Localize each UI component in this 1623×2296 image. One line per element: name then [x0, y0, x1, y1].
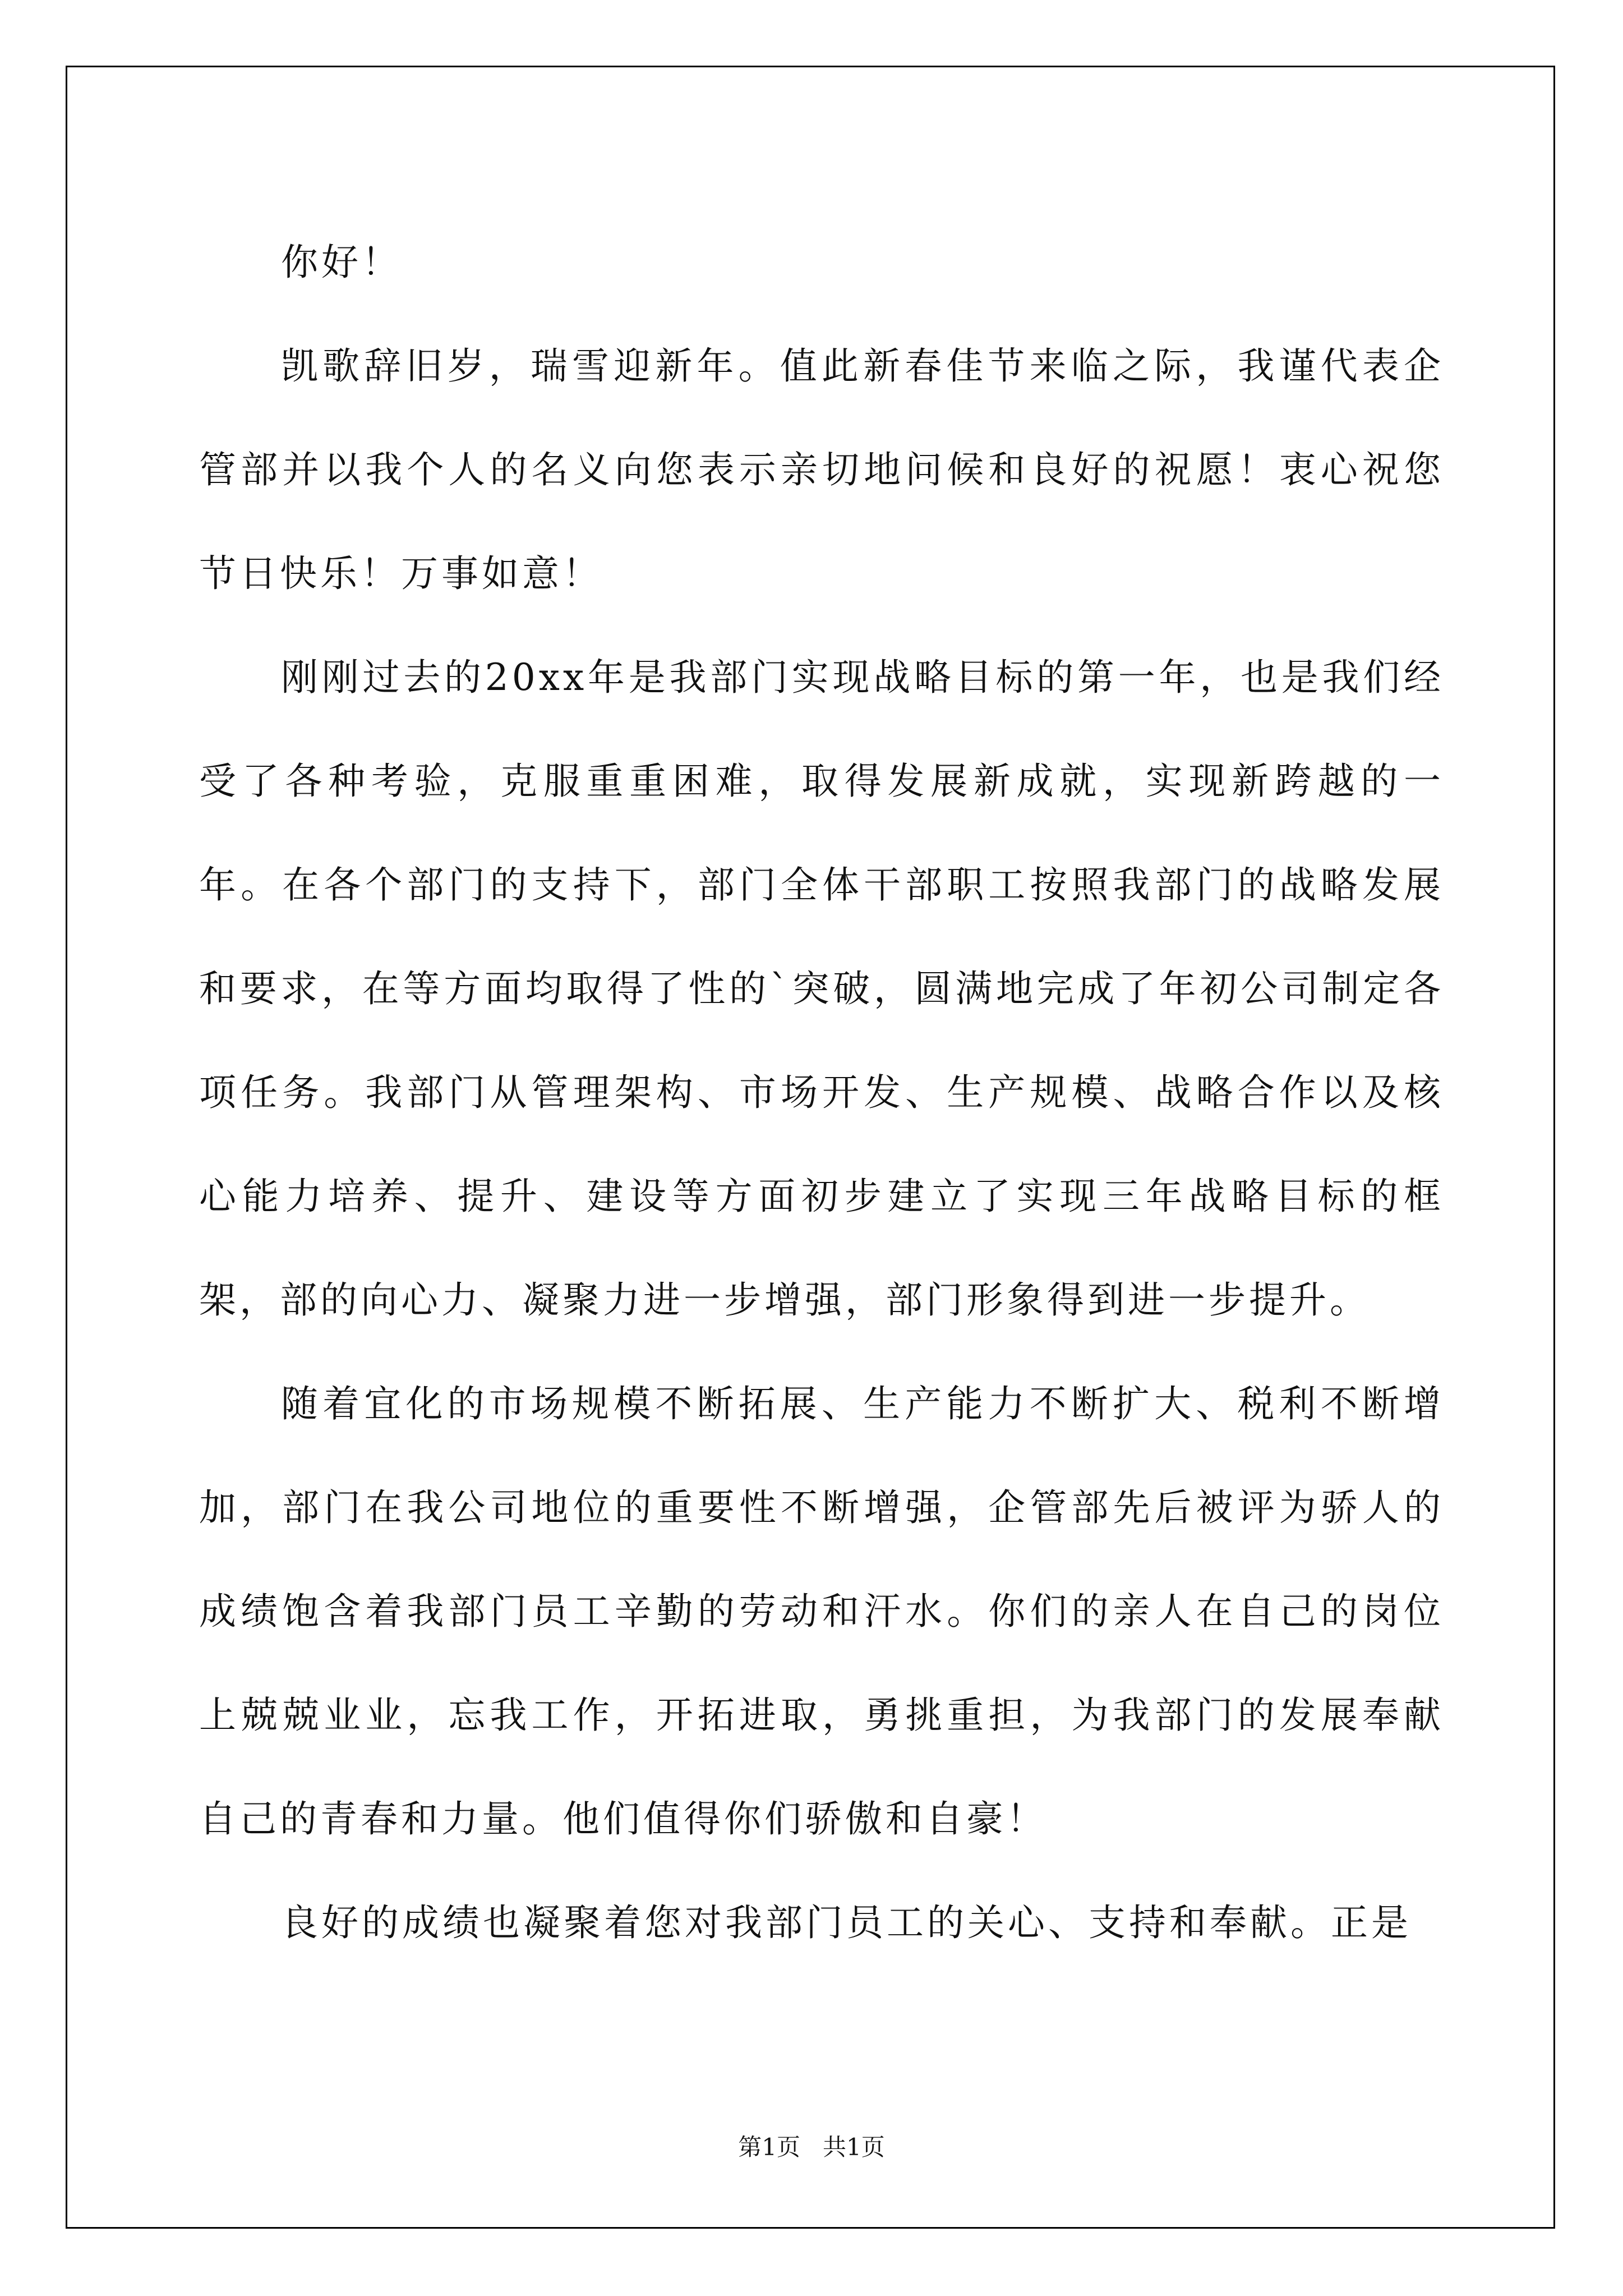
paragraph-1: 凯歌辞旧岁，瑞雪迎新年。值此新春佳节来临之际，我谨代表企管部并以我个人的名义向您表示亲切地问候和良好的祝愿！衷心祝您节日快乐！万事如意！	[199, 344, 1444, 595]
paragraph-4: 良好的成绩也凝聚着您对我部门员工的关心、支持和奉献。正是	[281, 1901, 1412, 1944]
greeting: 你好！	[281, 241, 402, 284]
page-footer: 第1页 共1页	[738, 2133, 885, 2161]
paragraph-2: 刚刚过去的20xx年是我部门实现战略目标的第一年，也是我们经受了各种考验，克服重重困难，取得发展新成就，实现新跨越的一年。在各个部门的支持下，部门全体干部职工按照我部门的战略发展和要求，在等方面均取得了性的`突破，圆满地完成了年初公司制定各项任务。我部门从管理架构、市场开发、生产规模、战略合作以及核心能力培养、提升、建设等方面初步建立了实现三年战略目标的框架，部的向心力、凝聚力进一步增强，部门形象得到进一步提升。	[199, 656, 1444, 1322]
letter-body	[199, 210, 1444, 1975]
paragraph-3: 随着宜化的市场规模不断拓展、生产能力不断扩大、税利不断增加，部门在我公司地位的重要性不断增强，企管部先后被评为骄人的成绩饱含着我部门员工辛勤的劳动和汗水。你们的亲人在自己的岗位上兢兢业业，忘我工作，开拓进取，勇挑重担，为我部门的发展奉献自己的青春和力量。他们值得你们骄傲和自豪！	[199, 1382, 1444, 1841]
